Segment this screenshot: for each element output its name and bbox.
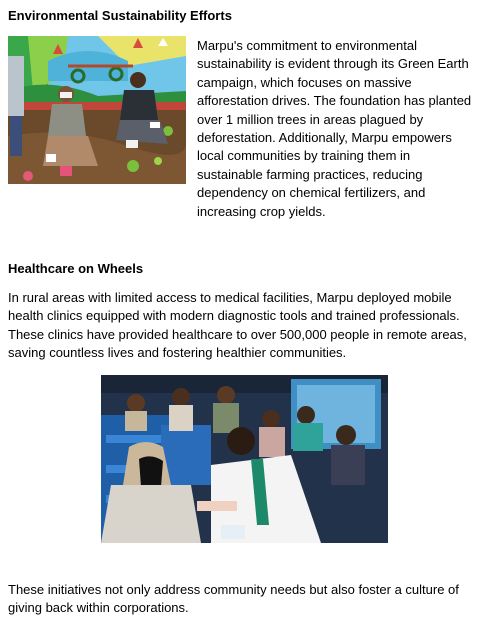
environment-paragraph: Marpu's commitment to environmental sustainability is evident through its Green Earth campaign, which focuses on massive afforestation drives. The foundation has planted over 1 million trees in areas plagued by deforestation. Additionally, Marpu empowers local communities by training them in sustainable farming practices, reducing dependency on chemical fertilizers, and increasing crop yields. bbox=[197, 38, 472, 219]
mobile-clinic-photo bbox=[101, 375, 388, 543]
tree-planting-photo bbox=[8, 36, 186, 184]
section-title-environment: Environmental Sustainability Efforts bbox=[8, 8, 232, 23]
closing-paragraph: These initiatives not only address community needs but also foster a culture of giving back within corporations. bbox=[8, 582, 459, 616]
healthcare-paragraph: In rural areas with limited access to medical facilities, Marpu deployed mobile health clinics equipped with modern diagnostic tools and trained professionals. These clinics have provided healthcare to over 500,000 people in remote areas, saving countless lives and fostering healthier communities. bbox=[8, 290, 467, 361]
section-title-healthcare: Healthcare on Wheels bbox=[8, 261, 144, 276]
